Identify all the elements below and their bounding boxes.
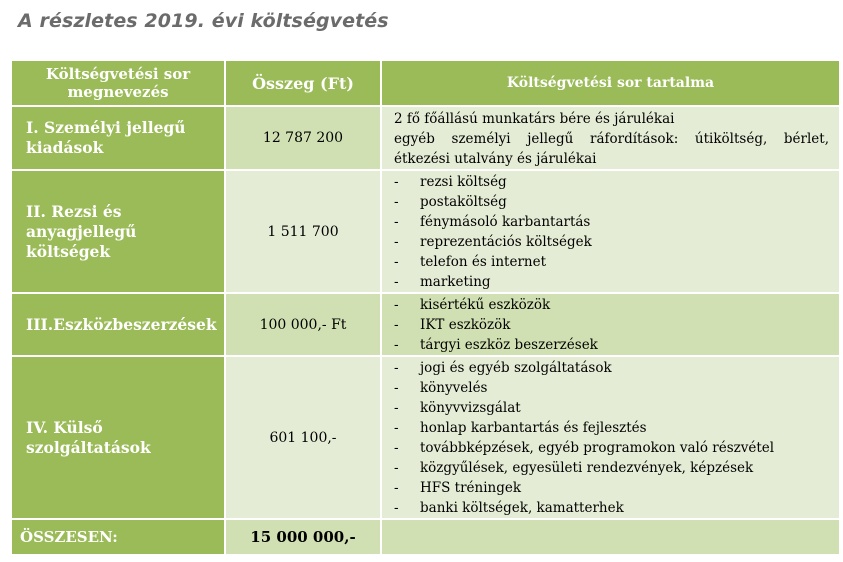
bullet-dash: - bbox=[394, 317, 399, 333]
list-item: - IKT eszközök bbox=[394, 317, 511, 333]
list-item: - továbbképzések, egyéb programokon való részvétel bbox=[394, 440, 775, 456]
header-budget-line-name: Költségvetési sor megnevezés bbox=[11, 60, 225, 106]
bullet-dash: - bbox=[394, 174, 399, 190]
bullet-dash: - bbox=[394, 440, 399, 456]
total-label: ÖSSZESEN: bbox=[11, 519, 225, 555]
list-item: - fénymásoló karbantartás bbox=[394, 214, 591, 230]
list-item: - jogi és egyéb szolgáltatások bbox=[394, 360, 612, 376]
bullet-dash: - bbox=[394, 360, 399, 376]
bullet-dash: - bbox=[394, 400, 399, 416]
list-item: - közgyűlések, egyesületi rendezvények, képzések bbox=[394, 460, 754, 476]
list-item: - tárgyi eszköz beszerzések bbox=[394, 337, 598, 353]
bullet-dash: - bbox=[394, 214, 399, 230]
list-item: - honlap karbantartás és fejlesztés bbox=[394, 420, 647, 436]
list-item: - könyvelés bbox=[394, 380, 488, 396]
bullet-dash: - bbox=[394, 274, 399, 290]
bullet-dash: - bbox=[394, 420, 399, 436]
bullet-dash: - bbox=[394, 254, 399, 270]
list-item: - könyvvizsgálat bbox=[394, 400, 521, 416]
list-item: - kisértékű eszközök bbox=[394, 297, 551, 313]
row-name-overhead: II. Rezsi és anyagjellegű költségek bbox=[11, 170, 225, 293]
bullet-dash: - bbox=[394, 234, 399, 250]
row-content-personnel bbox=[381, 106, 840, 170]
list-item: - reprezentációs költségek bbox=[394, 234, 592, 250]
list-item: - postaköltség bbox=[394, 194, 507, 210]
row-content-overhead bbox=[381, 170, 840, 293]
bullet-dash: - bbox=[394, 337, 399, 353]
table-row bbox=[11, 170, 840, 293]
row-name-external-services: IV. Külső szolgáltatások bbox=[11, 356, 225, 519]
row-content-external-services bbox=[381, 356, 840, 519]
page-title: A részletes 2019. évi költségvetés bbox=[18, 10, 389, 32]
row-amount-overhead: 1 511 700 bbox=[225, 170, 381, 293]
list-item: - telefon és internet bbox=[394, 254, 547, 270]
list-item: - marketing bbox=[394, 274, 491, 290]
total-amount: 15 000 000,- bbox=[225, 519, 381, 555]
total-content-empty bbox=[381, 519, 840, 555]
table-row bbox=[11, 356, 840, 519]
row-content-equipment bbox=[381, 293, 840, 356]
row-name-equipment: III.Eszközbeszerzések bbox=[11, 293, 225, 356]
content-line: egyéb személyi jellegű ráfordítások: útiköltség, bérlet, bbox=[394, 131, 829, 147]
header-budget-line-content: Költségvetési sor tartalma bbox=[381, 60, 840, 106]
content-line: 2 fő főállású munkatárs bére és járulékai bbox=[394, 111, 675, 127]
content-line: étkezési utalvány és járulékai bbox=[394, 151, 597, 167]
bullet-dash: - bbox=[394, 500, 399, 516]
bullet-dash: - bbox=[394, 194, 399, 210]
bullet-dash: - bbox=[394, 480, 399, 496]
bullet-dash: - bbox=[394, 297, 399, 313]
table-row bbox=[11, 293, 840, 356]
row-amount-personnel: 12 787 200 bbox=[225, 106, 381, 170]
budget-table bbox=[10, 59, 841, 556]
table-row bbox=[11, 106, 840, 170]
row-amount-equipment: 100 000,- Ft bbox=[225, 293, 381, 356]
table-header-row bbox=[11, 60, 840, 106]
bullet-dash: - bbox=[394, 380, 399, 396]
list-item: - rezsi költség bbox=[394, 174, 507, 190]
bullet-dash: - bbox=[394, 460, 399, 476]
row-amount-external-services: 601 100,- bbox=[225, 356, 381, 519]
row-name-personnel: I. Személyi jellegű kiadások bbox=[11, 106, 225, 170]
list-item: - HFS tréningek bbox=[394, 480, 522, 496]
list-item: - banki költségek, kamatterhek bbox=[394, 500, 624, 516]
header-amount: Összeg (Ft) bbox=[225, 60, 381, 106]
total-row bbox=[11, 519, 840, 555]
